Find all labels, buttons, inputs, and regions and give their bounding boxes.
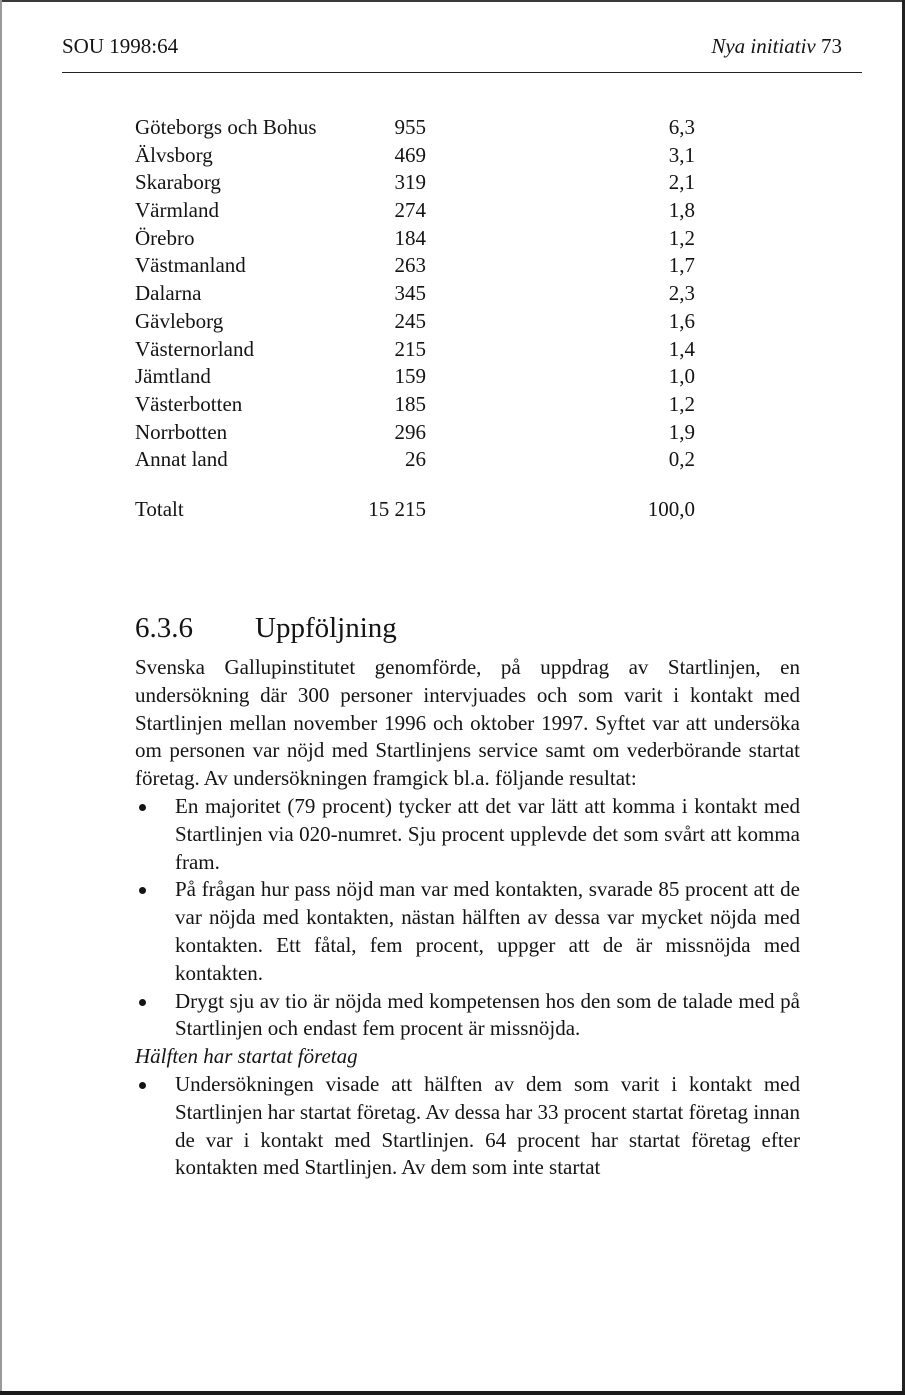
bullet-icon [139,1082,146,1089]
list-item [135,793,800,876]
table-row [135,225,715,253]
county-name: Gävleborg [135,308,224,333]
table-row [135,446,715,474]
county-percent: 1,2 [668,225,695,250]
county-percent: 2,1 [668,170,695,195]
section-title: Uppföljning [255,612,397,644]
county-percent: 1,6 [668,308,695,333]
county-percent: 1,9 [668,419,695,444]
page-edge-left [0,0,2,1395]
county-table [135,114,715,524]
header-rule [62,72,862,73]
total-count: 15 215 [368,496,426,521]
table-row [135,391,715,419]
list-item-text: En majoritet (79 procent) tycker att det var lätt att komma i kontakt med Startlinjen via 020-numret. Sju procent upplevde det som svårt att komma fram. [175,793,800,874]
county-name: Göteborgs och Bohus [135,115,317,139]
county-percent: 1,7 [668,253,695,278]
table-row [135,308,715,336]
running-title-italic: Nya initiativ [711,34,816,58]
page-number: 73 [821,34,842,58]
county-count: 185 [394,391,426,416]
table-row [135,419,715,447]
bullet-icon [139,999,146,1006]
page-header [62,34,842,64]
total-percent: 100,0 [647,496,695,521]
total-label: Totalt [135,496,184,521]
intro-paragraph: Svenska Gallupinstitutet genomförde, på uppdrag av Startlinjen, en undersökning där 300 personer intervjuades och som varit i kontakt med Startlinjen mellan november 1996 och oktober 1997. Syftet var att undersöka om personen var nöjd med Startlinjens service samt om vederbörande startat företag. Av undersökningen framgick bl.a. följande resultat: [135,655,800,791]
county-count: 274 [394,198,426,223]
section-heading [135,612,397,645]
county-percent: 1,8 [668,198,695,223]
table-row [135,169,715,197]
county-name: Västerbotten [135,391,243,416]
bullet-icon [139,887,146,894]
county-percent: 6,3 [668,115,695,139]
county-name: Västernorland [135,336,254,361]
county-count: 319 [394,170,426,195]
running-title [711,34,842,59]
county-name: Annat land [135,447,228,472]
table-row [135,336,715,364]
county-count: 215 [394,336,426,361]
list-item [135,1071,800,1182]
list-item-text: På frågan hur pass nöjd man var med kontakten, svarade 85 procent att de var nöjda med kontakten, nästan hälften av dessa var mycket nöjda med kontakten. Ett fåtal, fem procent, uppger att de är missnöjda med kontakten. [175,877,800,985]
section-number: 6.3.6 [135,612,193,644]
county-count: 184 [394,225,426,250]
table-row [135,197,715,225]
table-row [135,363,715,391]
result-list [135,793,800,1043]
section-body [135,654,800,1182]
county-count: 955 [394,115,426,139]
county-percent: 1,0 [668,364,695,389]
table-total-row [135,496,715,524]
county-count: 159 [394,364,426,389]
county-percent: 1,4 [668,336,695,361]
table-row [135,280,715,308]
county-count: 296 [394,419,426,444]
county-percent: 2,3 [668,281,695,306]
table-row [135,142,715,170]
list-item [135,988,800,1044]
county-percent: 3,1 [668,142,695,167]
county-name: Jämtland [135,364,211,389]
county-count: 263 [394,253,426,278]
county-name: Västmanland [135,253,246,278]
list-item-text: Undersökningen visade att hälften av dem som varit i kontakt med Startlinjen har startat företag. Av dessa har 33 procent startat företag innan de var i kontakt med Startlinjen. 64 procent har startat företag efter kontakten med Startlinjen. Av dem som inte startat [175,1071,800,1180]
county-count: 345 [394,281,426,306]
county-name: Norrbotten [135,419,228,444]
list-item-text: Drygt sju av tio är nöjda med kompetensen hos den som de talade med på Startlinjen och endast fem procent är missnöjda. [175,988,800,1041]
county-count: 26 [405,447,426,472]
page-edge-bottom [0,1391,905,1395]
document-id: SOU 1998:64 [62,34,179,58]
county-count: 469 [394,142,426,167]
table-row [135,252,715,280]
county-name: Örebro [135,225,195,250]
county-name: Värmland [135,198,219,223]
county-name: Älvsborg [135,142,213,167]
county-name: Dalarna [135,281,202,306]
county-percent: 0,2 [668,447,695,472]
county-name: Skaraborg [135,170,221,195]
startup-list [135,1071,800,1182]
table-row [135,114,715,142]
page-edge-top [0,0,905,2]
bullet-icon [139,804,146,811]
county-count: 245 [394,308,426,333]
list-item [135,876,800,987]
subheading: Hälften har startat företag [135,1044,358,1069]
county-percent: 1,2 [668,391,695,416]
